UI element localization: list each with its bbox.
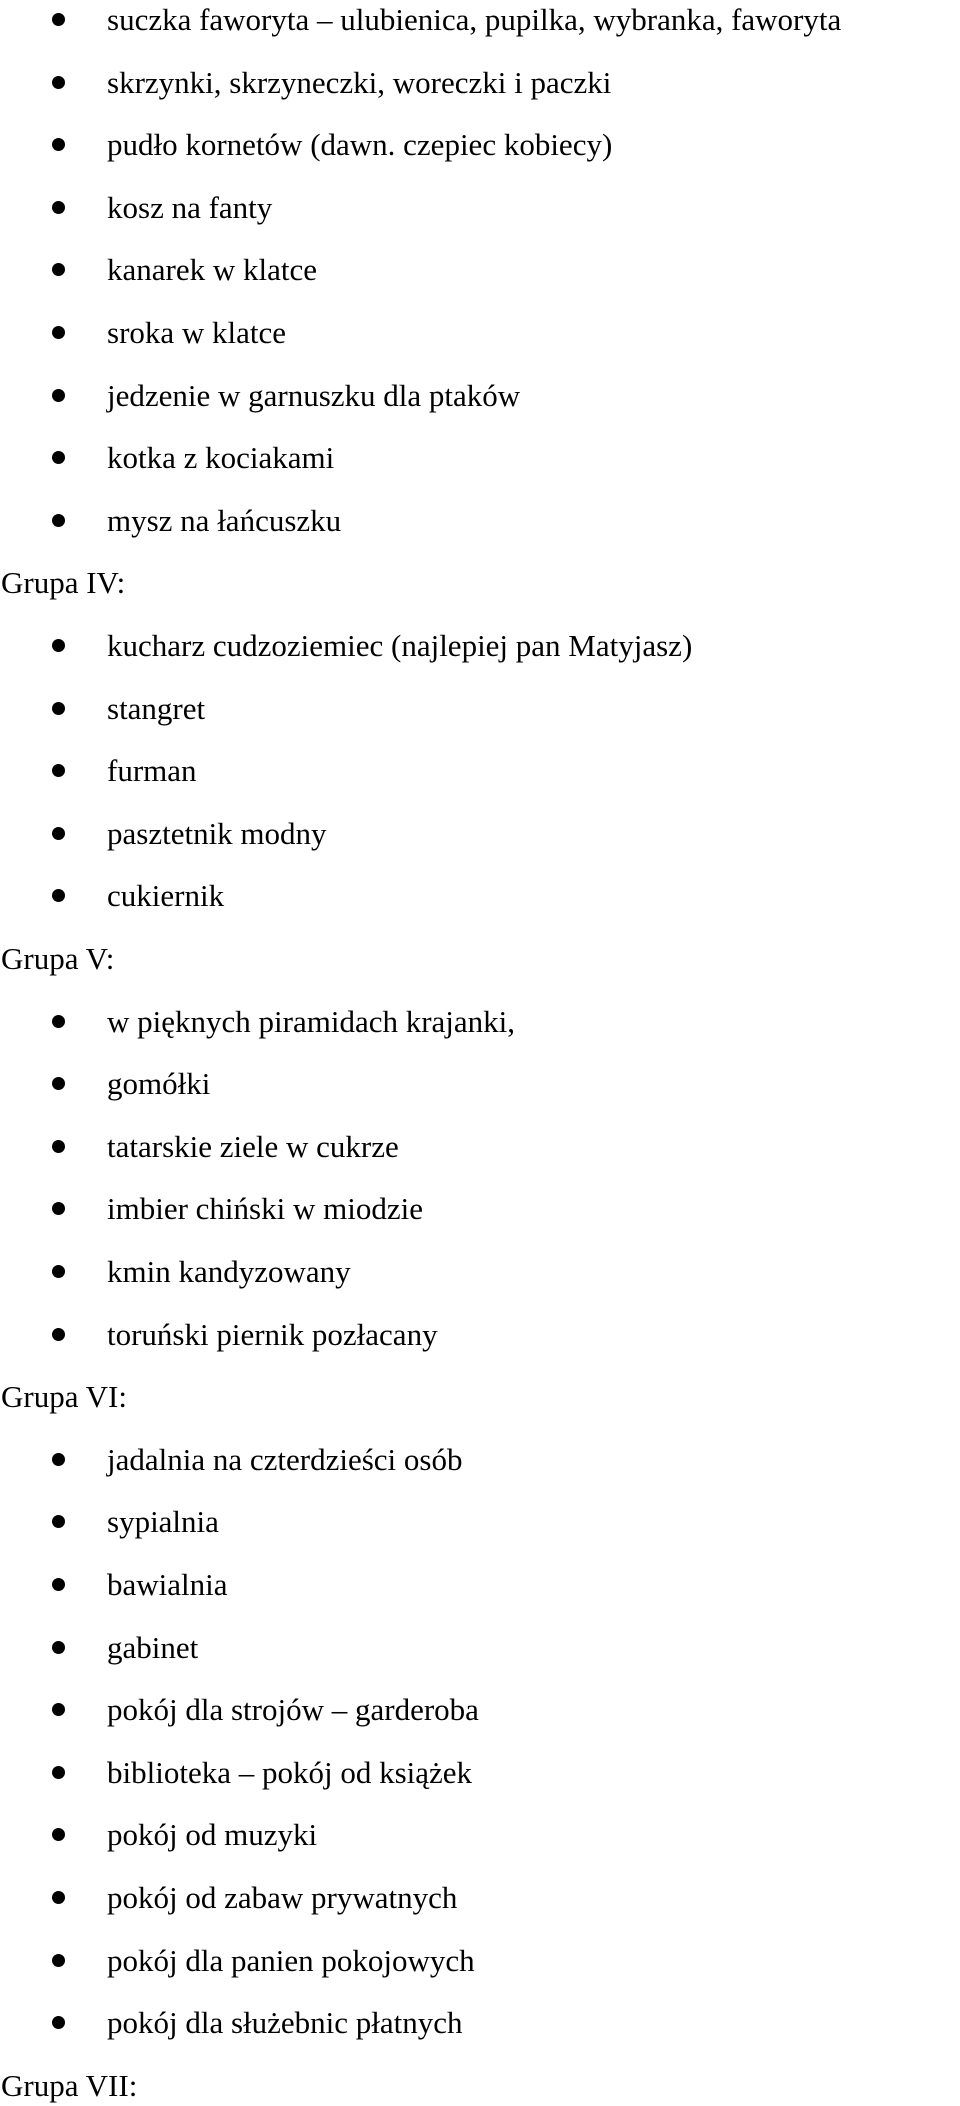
bullet-icon [52, 263, 65, 276]
list-item-text: furman [107, 753, 197, 789]
bullet-icon [52, 1515, 65, 1528]
group-heading-text: Grupa IV: [1, 565, 126, 601]
list-item-text: pasztetnik modny [107, 815, 327, 851]
bullet-icon [52, 1766, 65, 1779]
list-item-text: tatarskie ziele w cukrze [107, 1128, 399, 1164]
list-item-text: cukiernik [107, 878, 225, 914]
list-item-text: mysz na łańcuszku [107, 502, 342, 538]
list-item-text: gomółki [107, 1066, 211, 1102]
list-item-text: w pięknych piramidach krajanki, [107, 1003, 516, 1039]
list-item-text: skrzynki, skrzyneczki, woreczki i paczki [107, 64, 612, 100]
bullet-icon [52, 326, 65, 339]
bullet-icon [52, 702, 65, 715]
group-heading-text: Grupa VII: [1, 2067, 138, 2103]
list-item-text: biblioteka – pokój od książek [107, 1754, 473, 1790]
list-item-text: kotka z kociakami [107, 440, 335, 476]
bullet-icon [52, 639, 65, 652]
bullet-icon [52, 1828, 65, 1841]
bullet-icon [52, 1703, 65, 1716]
bullet-icon [52, 1578, 65, 1591]
bullet-icon [52, 1891, 65, 1904]
list-item-text: pokój od muzyki [107, 1817, 318, 1853]
list-item-text: kosz na fanty [107, 189, 273, 225]
bullet-icon [52, 138, 65, 151]
list-item-text: gabinet [107, 1629, 199, 1665]
list-item-text: pokój dla panien pokojowych [107, 1942, 475, 1978]
bullet-icon [52, 1453, 65, 1466]
bullet-icon [52, 514, 65, 527]
list-item-text: pokój dla strojów – garderoba [107, 1692, 479, 1728]
group-heading-text: Grupa VI: [1, 1379, 127, 1415]
bullet-icon [52, 1202, 65, 1215]
list-item-text: sroka w klatce [107, 315, 287, 350]
bullet-icon [52, 2016, 65, 2029]
list-item-text: bawialnia [107, 1567, 228, 1602]
list-item-text: stangret [107, 690, 206, 726]
bullet-icon [52, 1015, 65, 1028]
bullet-icon [52, 889, 65, 902]
bullet-icon [52, 76, 65, 89]
list-item-text: pudło kornetów (dawn. czepiec kobiecy) [107, 127, 613, 163]
list-item-text: sypialnia [107, 1504, 219, 1540]
bullet-icon [52, 1328, 65, 1341]
list-item-text: imbier chiński w miodzie [107, 1191, 423, 1227]
bullet-icon [52, 451, 65, 464]
bullet-icon [52, 13, 65, 26]
list-item-text: toruński piernik pozłacany [107, 1316, 438, 1352]
list-item-text: pokój dla służebnic płatnych [107, 2005, 463, 2041]
list-item-text: kmin kandyzowany [107, 1254, 351, 1289]
list-item-text: kucharz cudzoziemiec (najlepiej pan Matyjasz) [107, 628, 693, 663]
list-item-text: jadalnia na czterdzieści osób [107, 1441, 463, 1477]
bullet-icon [52, 827, 65, 840]
list-item-text: kanarek w klatce [107, 252, 317, 288]
bullet-icon [52, 389, 65, 402]
bullet-icon [52, 764, 65, 777]
list-item-text: pokój od zabaw prywatnych [107, 1880, 458, 1915]
list-item-text: jedzenie w garnuszku dla ptaków [107, 377, 521, 413]
bullet-icon [52, 1077, 65, 1090]
list-item-text: suczka faworyta – ulubienica, pupilka, wybranka, faworyta [107, 2, 842, 37]
bullet-icon [52, 1265, 65, 1278]
bullet-icon [52, 1954, 65, 1967]
bullet-icon [52, 201, 65, 214]
group-heading-text: Grupa V: [1, 941, 115, 976]
bullet-icon [52, 1641, 65, 1654]
bullet-icon [52, 1140, 65, 1153]
